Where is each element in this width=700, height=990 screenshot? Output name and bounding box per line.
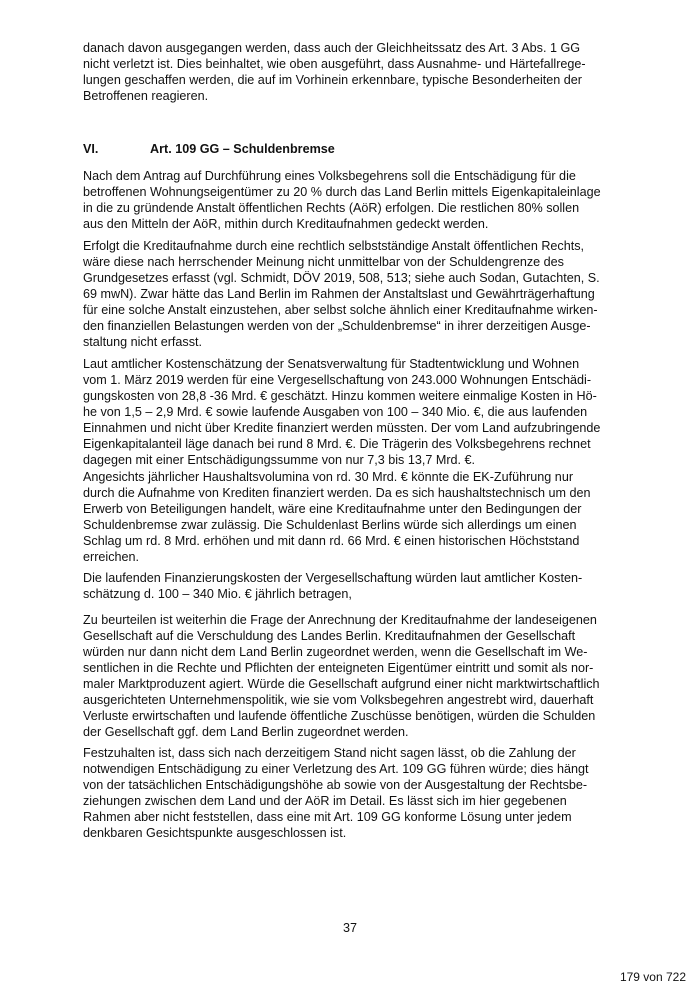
text-line: ausgerichteten Unternehmenspolitik, wie sie vom Volksbegehren angestrebt wird, dauerhaft — [83, 693, 594, 707]
text-line: für eine solche Anstalt einzustehen, aber selbst solche ähnlich einer Kreditaufnahme wirken- — [83, 303, 598, 317]
text-line: schätzung d. 100 – 340 Mio. € jährlich betragen, — [83, 587, 352, 601]
paragraph-festzuhalten — [83, 745, 623, 841]
text-line: notwendigen Entschädigung zu einer Verletzung des Art. 109 GG führen würde; dies hängt — [83, 762, 589, 776]
text-line: Gesellschaft auf die Verschuldung des Landes Berlin. Kreditaufnahmen der Gesellschaft — [83, 629, 576, 643]
text-line: würden nur dann nicht dem Land Berlin zugeordnet werden, wenn die Gesellschaft im We- — [83, 645, 588, 659]
text-line: der Gesellschaft ggf. dem Land Berlin zugeordnet werden. — [83, 725, 409, 739]
text-line: Schlag um rd. 8 Mrd. erhöhen und mit dann rd. 66 Mrd. € einen historischen Höchststand — [83, 534, 580, 548]
text-line: vom 1. März 2019 werden für eine Vergesellschaftung von 243.000 Wohnungen Entschädi- — [83, 373, 592, 387]
paragraph-anrechnung — [83, 612, 623, 740]
paragraph-haushaltsvolumina — [83, 469, 623, 565]
text-line: Erwerb von Beteiligungen handelt, wäre eine Kreditaufnahme unter den Bedingungen der — [83, 502, 582, 516]
text-line: Schuldenbremse zwar zulässig. Die Schuldenlast Berlins würde sich allerdings um einen — [83, 518, 577, 532]
text-line: denkbaren Gesichtspunkte ausgeschlossen ist. — [83, 826, 347, 840]
text-line: he von 1,5 – 2,9 Mrd. € sowie laufende Ausgaben von 100 – 340 Mio. €, die aus laufenden — [83, 405, 588, 419]
text-line: Rahmen aber nicht feststellen, dass eine mit Art. 109 GG konforme Lösung unter jedem — [83, 810, 572, 824]
text-line: danach davon ausgegangen werden, dass auch der Gleichheitssatz des Art. 3 Abs. 1 GG — [83, 41, 581, 55]
text-line: Erfolgt die Kreditaufnahme durch eine rechtlich selbstständige Anstalt öffentlichen Rechts, — [83, 239, 585, 253]
section-title: Art. 109 GG – Schuldenbremse — [150, 142, 335, 156]
text-line: erreichen. — [83, 550, 140, 564]
text-line: gungskosten von 28,8 -36 Mrd. € geschätzt. Hinzu kommen weitere einmalige Kosten in Hö- — [83, 389, 597, 403]
text-line: Betroffenen reagieren. — [83, 89, 209, 103]
intro-paragraph — [83, 40, 623, 104]
text-line: staltung nicht erfasst. — [83, 335, 203, 349]
text-line: Nach dem Antrag auf Durchführung eines Volksbegehrens soll die Entschädigung für die — [83, 169, 576, 183]
text-line: Verluste erwirtschaften und laufende öffentliche Zuschüsse benötigen, würden die Schulden — [83, 709, 596, 723]
text-line: Angesichts jährlicher Haushaltsvolumina von rd. 30 Mrd. € könnte die EK-Zuführung nur — [83, 470, 574, 484]
text-line: Eigenkapitalanteil läge danach bei rund 8 Mrd. €. Die Trägerin des Volksbegehrens rechnet — [83, 437, 591, 451]
text-line: maler Marktproduzent agiert. Würde die Gesellschaft aufgrund einer nicht marktwirtschaftlich — [83, 677, 600, 691]
section-heading — [83, 141, 335, 157]
text-line: Einnahmen und nicht über Kredite finanziert werden müssten. Der vom Land aufzubringende — [83, 421, 601, 435]
text-line: von der tatsächlichen Entschädigungshöhe ab sowie von der Ausgestaltung der Rechtsbe- — [83, 778, 588, 792]
text-line: lungen geschaffen werden, die auf im Vorhinein erkennbare, typische Besonderheiten der — [83, 73, 582, 87]
text-line: in die zu gründende Anstalt öffentlichen Rechts (AöR) erfolgen. Die restlichen 80% sollen — [83, 201, 580, 215]
text-line: Laut amtlicher Kostenschätzung der Senatsverwaltung für Stadtentwicklung und Wohnen — [83, 357, 580, 371]
text-line: Grundgesetzes erfasst (vgl. Schmidt, DÖV 2019, 508, 513; siehe auch Sodan, Gutachten, S. — [83, 271, 600, 285]
text-line: 69 mwN). Zwar hätte das Land Berlin im Rahmen der Anstaltslast und Gewährträgerhaftung — [83, 287, 595, 301]
paragraph-finanzierungskosten — [83, 570, 623, 602]
text-line: aus den Mitteln der AöR, mithin durch Kreditaufnahmen gedeckt werden. — [83, 217, 489, 231]
text-line: Die laufenden Finanzierungskosten der Vergesellschaftung würden laut amtlicher Kosten- — [83, 571, 583, 585]
text-line: den finanziellen Belastungen werden von der „Schuldenbremse“ in ihrer derzeitigen Ausge- — [83, 319, 591, 333]
text-line: betroffenen Wohnungseigentümer zu 20 % durch das Land Berlin mittels Eigenkapitaleinlage — [83, 185, 601, 199]
text-line: durch die Aufnahme von Krediten finanziert werden. Da es sich haushaltstechnisch um den — [83, 486, 591, 500]
page-count: 179 von 722 — [619, 970, 686, 984]
paragraph-kreditaufnahme — [83, 238, 623, 350]
text-line: nicht verletzt ist. Dies beinhaltet, wie oben ausgeführt, dass Ausnahme- und Härtefallrege- — [83, 57, 586, 71]
text-line: dagegen mit einer Entschädigungssumme von nur 7,3 bis 13,7 Mrd. €. — [83, 453, 476, 467]
text-line: Zu beurteilen ist weiterhin die Frage der Anrechnung der Kreditaufnahme der landeseigenen — [83, 613, 597, 627]
text-line: ziehungen zwischen dem Land und der AöR im Detail. Es lässt sich im hier gegebenen — [83, 794, 567, 808]
page-number: 37 — [342, 921, 357, 935]
text-line: wäre diese nach herrschender Meinung nicht unmittelbar von der Schuldengrenze des — [83, 255, 564, 269]
text-line: sentlichen in die Rechte und Pflichten der enteigneten Eigentümer eintritt und somit als nor- — [83, 661, 594, 675]
section-number: VI. — [83, 142, 99, 156]
paragraph-kostenschaetzung — [83, 356, 623, 468]
paragraph-entschaedigung — [83, 168, 623, 232]
text-line: Festzuhalten ist, dass sich nach derzeitigem Stand nicht sagen lässt, ob die Zahlung der — [83, 746, 576, 760]
